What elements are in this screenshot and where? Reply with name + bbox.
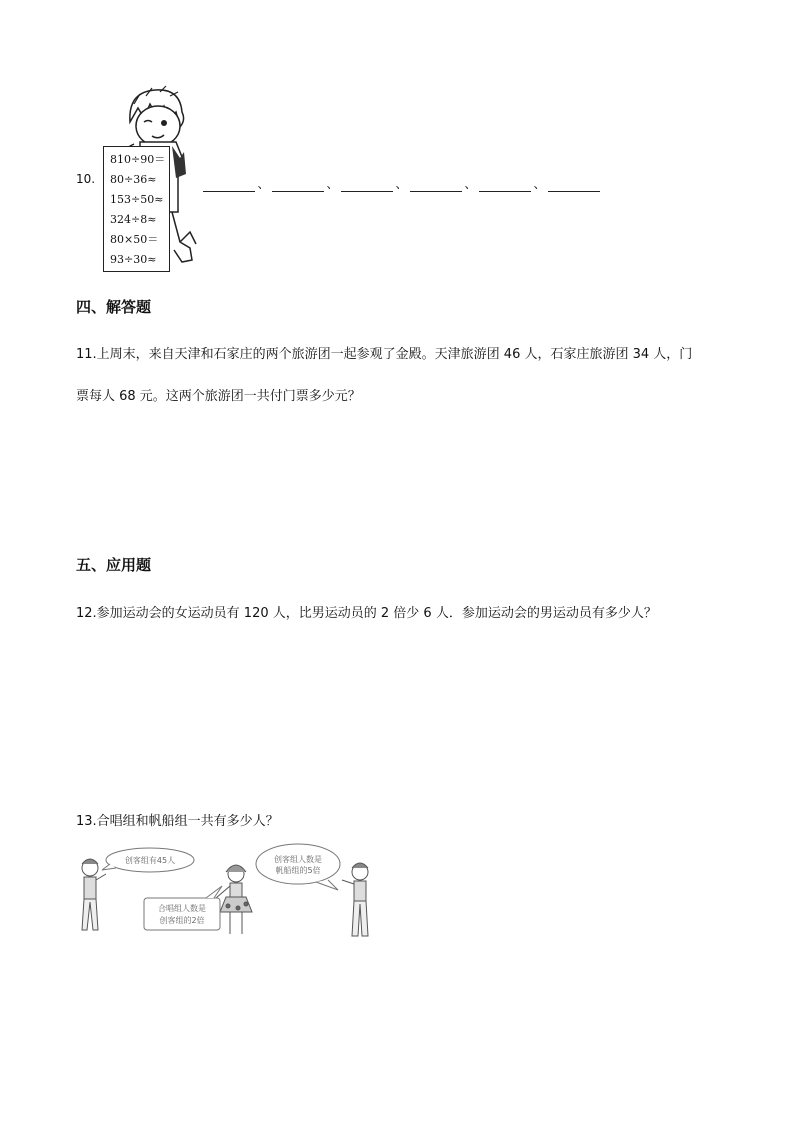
section-title: 四、解答题: [76, 298, 152, 316]
question-10-number: 10.: [76, 172, 96, 186]
separator: 、: [326, 177, 339, 191]
equation-card: [103, 146, 170, 272]
question-13: 13.合唱组和帆船组一共有多少人？: [76, 814, 279, 829]
section-title: 五、应用题: [76, 556, 152, 574]
answer-blank[interactable]: [272, 179, 324, 192]
equation-line: 80÷36≈: [110, 173, 157, 186]
bubble-text: 创客组的2倍: [159, 916, 205, 925]
question-12: 12.参加运动会的女运动员有 120 人，比男运动员的 2 倍少 6 人．参加运动会的男运动员有多少人？: [76, 606, 657, 621]
bubble-text: 帆船组的5倍: [275, 866, 321, 875]
separator: 、: [257, 177, 270, 191]
question-11-line-2: 票每人 68 元。这两个旅游团一共付门票多少元？: [76, 389, 361, 404]
child-middle: [216, 865, 252, 934]
separator: 、: [464, 177, 477, 191]
separator: 、: [533, 177, 546, 191]
speech-bubble: [144, 898, 220, 930]
child-right: [342, 863, 368, 936]
speech-bubble: [256, 844, 340, 884]
equation-line: 324÷8≈: [110, 213, 157, 226]
bubble-text: 合唱组人数是: [158, 904, 206, 913]
answer-blanks: [203, 175, 600, 192]
children-dialogue-illustration: [76, 840, 386, 940]
equation-line: 80×50＝: [110, 233, 159, 246]
answer-blank[interactable]: [479, 179, 531, 192]
separator: 、: [395, 177, 408, 191]
equation-line: 153÷50≈: [110, 193, 164, 206]
bubble-text: 创客组有45人: [124, 856, 176, 865]
bubble-text: 创客组人数是: [274, 855, 322, 864]
answer-blank[interactable]: [548, 179, 600, 192]
answer-blank[interactable]: [410, 179, 462, 192]
answer-blank[interactable]: [341, 179, 393, 192]
equation-line: 810÷90＝: [110, 153, 166, 166]
question-11-line-1: 11.上周末，来自天津和石家庄的两个旅游团一起参观了金殿。天津旅游团 46 人，石家庄旅游团 34 人，门: [76, 347, 693, 362]
answer-blank[interactable]: [203, 179, 255, 192]
equation-line: 93÷30≈: [110, 253, 157, 266]
